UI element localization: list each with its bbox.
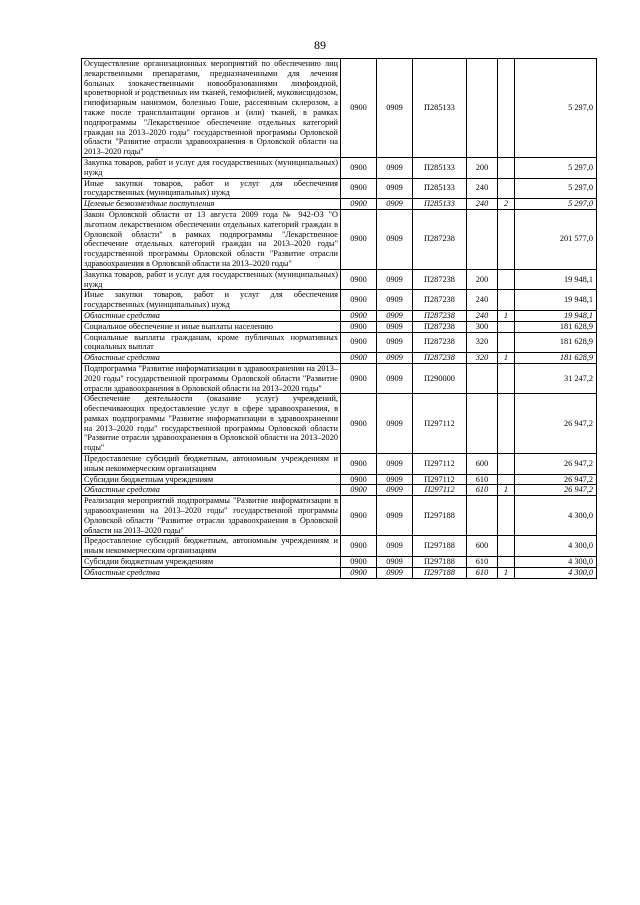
article-code-cell: П297112 xyxy=(413,394,467,454)
section-code-cell: 0900 xyxy=(341,199,377,210)
section-code-cell: 0900 xyxy=(341,332,377,353)
row-name-cell: Целевые безвозмездные поступления xyxy=(82,199,341,210)
article-code-cell: П297112 xyxy=(413,485,467,496)
page-number: 89 xyxy=(314,38,326,52)
funding-source-cell: 1 xyxy=(498,485,515,496)
expense-type-cell: 610 xyxy=(467,474,498,485)
section-code-cell: 0900 xyxy=(341,209,377,269)
table-row xyxy=(82,567,597,578)
expense-type-cell: 300 xyxy=(467,321,498,332)
subsection-code-cell: 0909 xyxy=(377,496,413,536)
table-row xyxy=(82,536,597,557)
funding-source-cell xyxy=(498,474,515,485)
table-row xyxy=(82,363,597,393)
subsection-code-cell: 0909 xyxy=(377,157,413,178)
row-name-cell: Подпрограмма "Развитие информатизации в здравоохранении на 2013–2020 годы" государственной программы Орловской области "Развитие отрасли здравоохранения в Орловской области на 2013–2020 годы" xyxy=(82,363,341,393)
article-code-cell: П285133 xyxy=(413,157,467,178)
funding-source-cell xyxy=(498,178,515,199)
amount-cell: 4 300,0 xyxy=(515,557,597,568)
section-code-cell: 0900 xyxy=(341,157,377,178)
funding-source-cell: 1 xyxy=(498,567,515,578)
section-code-cell: 0900 xyxy=(341,394,377,454)
row-name-cell: Закон Орловской области от 13 августа 2009 года № 942-ОЗ "О льготном лекарственном обеспечении отдельных категорий граждан в Орловской области" в рамках подпрограммы "Лекарственное обеспечение отдельных категорий граждан на 2013–2020 годы" государственной программы Орловской области "Развитие отрасли здравоохранения в Орловской области на 2013–2020 годы" xyxy=(82,209,341,269)
table-row xyxy=(82,178,597,199)
section-code-cell: 0900 xyxy=(341,496,377,536)
subsection-code-cell: 0909 xyxy=(377,310,413,321)
table-row xyxy=(82,496,597,536)
amount-cell: 26 947,2 xyxy=(515,474,597,485)
article-code-cell: П297188 xyxy=(413,496,467,536)
section-code-cell: 0900 xyxy=(341,454,377,475)
expense-type-cell xyxy=(467,496,498,536)
expense-type-cell: 600 xyxy=(467,454,498,475)
funding-source-cell: 1 xyxy=(498,310,515,321)
row-name-cell: Субсидии бюджетным учреждениям xyxy=(82,474,341,485)
subsection-code-cell: 0909 xyxy=(377,474,413,485)
funding-source-cell xyxy=(498,290,515,311)
amount-cell: 19 948,1 xyxy=(515,290,597,311)
section-code-cell: 0900 xyxy=(341,59,377,158)
table-row xyxy=(82,199,597,210)
amount-cell: 5 297,0 xyxy=(515,59,597,158)
row-name-cell: Осуществление организационных мероприятий по обеспечению лиц лекарственными препаратами, предназначенными для лечения больных злокачественными новообразованиями лимфоидной, кроветворной и родственных им тканей, гемофилией, муковисцидозом, гипофизарным нанизмом, болезнью Гоше, рассеянным склерозом, а также после трансплантации органов и (или) тканей, в рамках подпрограммы "Лекарственное обеспечение отдельных категорий граждан на 2013–2020 годы" государственной программы Орловской области "Развитие отрасли здравоохранения в Орловской области на 2013–2020 годы" xyxy=(82,59,341,158)
subsection-code-cell: 0909 xyxy=(377,290,413,311)
row-name-cell: Областные средства xyxy=(82,485,341,496)
section-code-cell: 0900 xyxy=(341,321,377,332)
table-row xyxy=(82,269,597,290)
section-code-cell: 0900 xyxy=(341,536,377,557)
table-body xyxy=(82,59,597,579)
funding-source-cell xyxy=(498,454,515,475)
row-name-cell: Предоставление субсидий бюджетным, автономным учреждениям и иным некоммерческим организациям xyxy=(82,536,341,557)
amount-cell: 181 628,9 xyxy=(515,332,597,353)
funding-source-cell xyxy=(498,536,515,557)
article-code-cell: П287238 xyxy=(413,321,467,332)
section-code-cell: 0900 xyxy=(341,178,377,199)
row-name-cell: Социальные выплаты гражданам, кроме публичных нормативных социальных выплат xyxy=(82,332,341,353)
expense-type-cell: 240 xyxy=(467,199,498,210)
subsection-code-cell: 0909 xyxy=(377,485,413,496)
section-code-cell: 0900 xyxy=(341,474,377,485)
funding-source-cell: 1 xyxy=(498,353,515,364)
amount-cell: 26 947,2 xyxy=(515,454,597,475)
section-code-cell: 0900 xyxy=(341,363,377,393)
expense-type-cell: 610 xyxy=(467,557,498,568)
section-code-cell: 0900 xyxy=(341,567,377,578)
expense-type-cell xyxy=(467,209,498,269)
article-code-cell: П297188 xyxy=(413,557,467,568)
table-row xyxy=(82,59,597,158)
article-code-cell: П287238 xyxy=(413,209,467,269)
amount-cell: 5 297,0 xyxy=(515,178,597,199)
article-code-cell: П287238 xyxy=(413,332,467,353)
subsection-code-cell: 0909 xyxy=(377,536,413,557)
article-code-cell: П285133 xyxy=(413,59,467,158)
row-name-cell: Субсидии бюджетным учреждениям xyxy=(82,557,341,568)
row-name-cell: Закупка товаров, работ и услуг для государственных (муниципальных) нужд xyxy=(82,269,341,290)
table-row xyxy=(82,485,597,496)
table-row xyxy=(82,353,597,364)
expense-type-cell: 200 xyxy=(467,269,498,290)
amount-cell: 181 628,9 xyxy=(515,321,597,332)
funding-source-cell xyxy=(498,321,515,332)
row-name-cell: Иные закупки товаров, работ и услуг для обеспечения государственных (муниципальных) нужд xyxy=(82,290,341,311)
funding-source-cell: 2 xyxy=(498,199,515,210)
expense-type-cell xyxy=(467,59,498,158)
amount-cell: 26 947,2 xyxy=(515,485,597,496)
subsection-code-cell: 0909 xyxy=(377,567,413,578)
row-name-cell: Областные средства xyxy=(82,310,341,321)
funding-source-cell xyxy=(498,209,515,269)
row-name-cell: Закупка товаров, работ и услуг для государственных (муниципальных) нужд xyxy=(82,157,341,178)
subsection-code-cell: 0909 xyxy=(377,394,413,454)
subsection-code-cell: 0909 xyxy=(377,557,413,568)
subsection-code-cell: 0909 xyxy=(377,321,413,332)
amount-cell: 4 300,0 xyxy=(515,496,597,536)
amount-cell: 19 948,1 xyxy=(515,310,597,321)
section-code-cell: 0900 xyxy=(341,310,377,321)
subsection-code-cell: 0909 xyxy=(377,363,413,393)
section-code-cell: 0900 xyxy=(341,269,377,290)
expense-type-cell xyxy=(467,363,498,393)
row-name-cell: Обеспечение деятельности (оказание услуг) учреждений, обеспечивающих предоставление услуг в сфере здравоохранения, в рамках подпрограммы "Развитие информатизации в здравоохранении на 2013–2020 годы" государственной программы Орловской области "Развитие отрасли здравоохранения в Орловской области на 2013–2020 годы" xyxy=(82,394,341,454)
table-row xyxy=(82,310,597,321)
article-code-cell: П297112 xyxy=(413,454,467,475)
row-name-cell: Предоставление субсидий бюджетным, автономным учреждениям и иным некоммерческим организациям xyxy=(82,454,341,475)
funding-source-cell xyxy=(498,59,515,158)
funding-source-cell xyxy=(498,269,515,290)
subsection-code-cell: 0909 xyxy=(377,178,413,199)
expense-type-cell: 240 xyxy=(467,310,498,321)
expense-type-cell: 600 xyxy=(467,536,498,557)
section-code-cell: 0900 xyxy=(341,353,377,364)
expense-type-cell xyxy=(467,394,498,454)
funding-source-cell xyxy=(498,157,515,178)
table-row xyxy=(82,474,597,485)
row-name-cell: Областные средства xyxy=(82,567,341,578)
subsection-code-cell: 0909 xyxy=(377,332,413,353)
expense-type-cell: 610 xyxy=(467,567,498,578)
amount-cell: 181 628,9 xyxy=(515,353,597,364)
article-code-cell: П285133 xyxy=(413,199,467,210)
table-row xyxy=(82,394,597,454)
article-code-cell: П290000 xyxy=(413,363,467,393)
subsection-code-cell: 0909 xyxy=(377,199,413,210)
amount-cell: 19 948,1 xyxy=(515,269,597,290)
funding-source-cell xyxy=(498,332,515,353)
expense-type-cell: 320 xyxy=(467,332,498,353)
amount-cell: 26 947,2 xyxy=(515,394,597,454)
article-code-cell: П287238 xyxy=(413,310,467,321)
expense-type-cell: 200 xyxy=(467,157,498,178)
subsection-code-cell: 0909 xyxy=(377,353,413,364)
amount-cell: 201 577,0 xyxy=(515,209,597,269)
amount-cell: 31 247,2 xyxy=(515,363,597,393)
table-row xyxy=(82,157,597,178)
article-code-cell: П287238 xyxy=(413,353,467,364)
table-row xyxy=(82,321,597,332)
article-code-cell: П297188 xyxy=(413,536,467,557)
table-row xyxy=(82,290,597,311)
budget-table xyxy=(81,58,597,579)
amount-cell: 5 297,0 xyxy=(515,199,597,210)
section-code-cell: 0900 xyxy=(341,557,377,568)
article-code-cell: П287238 xyxy=(413,290,467,311)
row-name-cell: Реализация мероприятий подпрограммы "Развитие информатизации в здравоохранении на 2013–2020 годы" государственной программы Орловской области "Развитие отрасли здравоохранения в Орловской области на 2013–2020 годы" xyxy=(82,496,341,536)
section-code-cell: 0900 xyxy=(341,290,377,311)
funding-source-cell xyxy=(498,496,515,536)
subsection-code-cell: 0909 xyxy=(377,59,413,158)
expense-type-cell: 320 xyxy=(467,353,498,364)
expense-type-cell: 240 xyxy=(467,178,498,199)
subsection-code-cell: 0909 xyxy=(377,209,413,269)
amount-cell: 4 300,0 xyxy=(515,536,597,557)
table-row xyxy=(82,332,597,353)
article-code-cell: П297188 xyxy=(413,567,467,578)
funding-source-cell xyxy=(498,363,515,393)
funding-source-cell xyxy=(498,394,515,454)
table-row xyxy=(82,557,597,568)
amount-cell: 4 300,0 xyxy=(515,567,597,578)
expense-type-cell: 610 xyxy=(467,485,498,496)
subsection-code-cell: 0909 xyxy=(377,269,413,290)
table-row xyxy=(82,454,597,475)
funding-source-cell xyxy=(498,557,515,568)
expense-type-cell: 240 xyxy=(467,290,498,311)
row-name-cell: Социальное обеспечение и иные выплаты населению xyxy=(82,321,341,332)
amount-cell: 5 297,0 xyxy=(515,157,597,178)
row-name-cell: Областные средства xyxy=(82,353,341,364)
subsection-code-cell: 0909 xyxy=(377,454,413,475)
table-row xyxy=(82,209,597,269)
article-code-cell: П285133 xyxy=(413,178,467,199)
section-code-cell: 0900 xyxy=(341,485,377,496)
article-code-cell: П297112 xyxy=(413,474,467,485)
article-code-cell: П287238 xyxy=(413,269,467,290)
row-name-cell: Иные закупки товаров, работ и услуг для обеспечения государственных (муниципальных) нужд xyxy=(82,178,341,199)
